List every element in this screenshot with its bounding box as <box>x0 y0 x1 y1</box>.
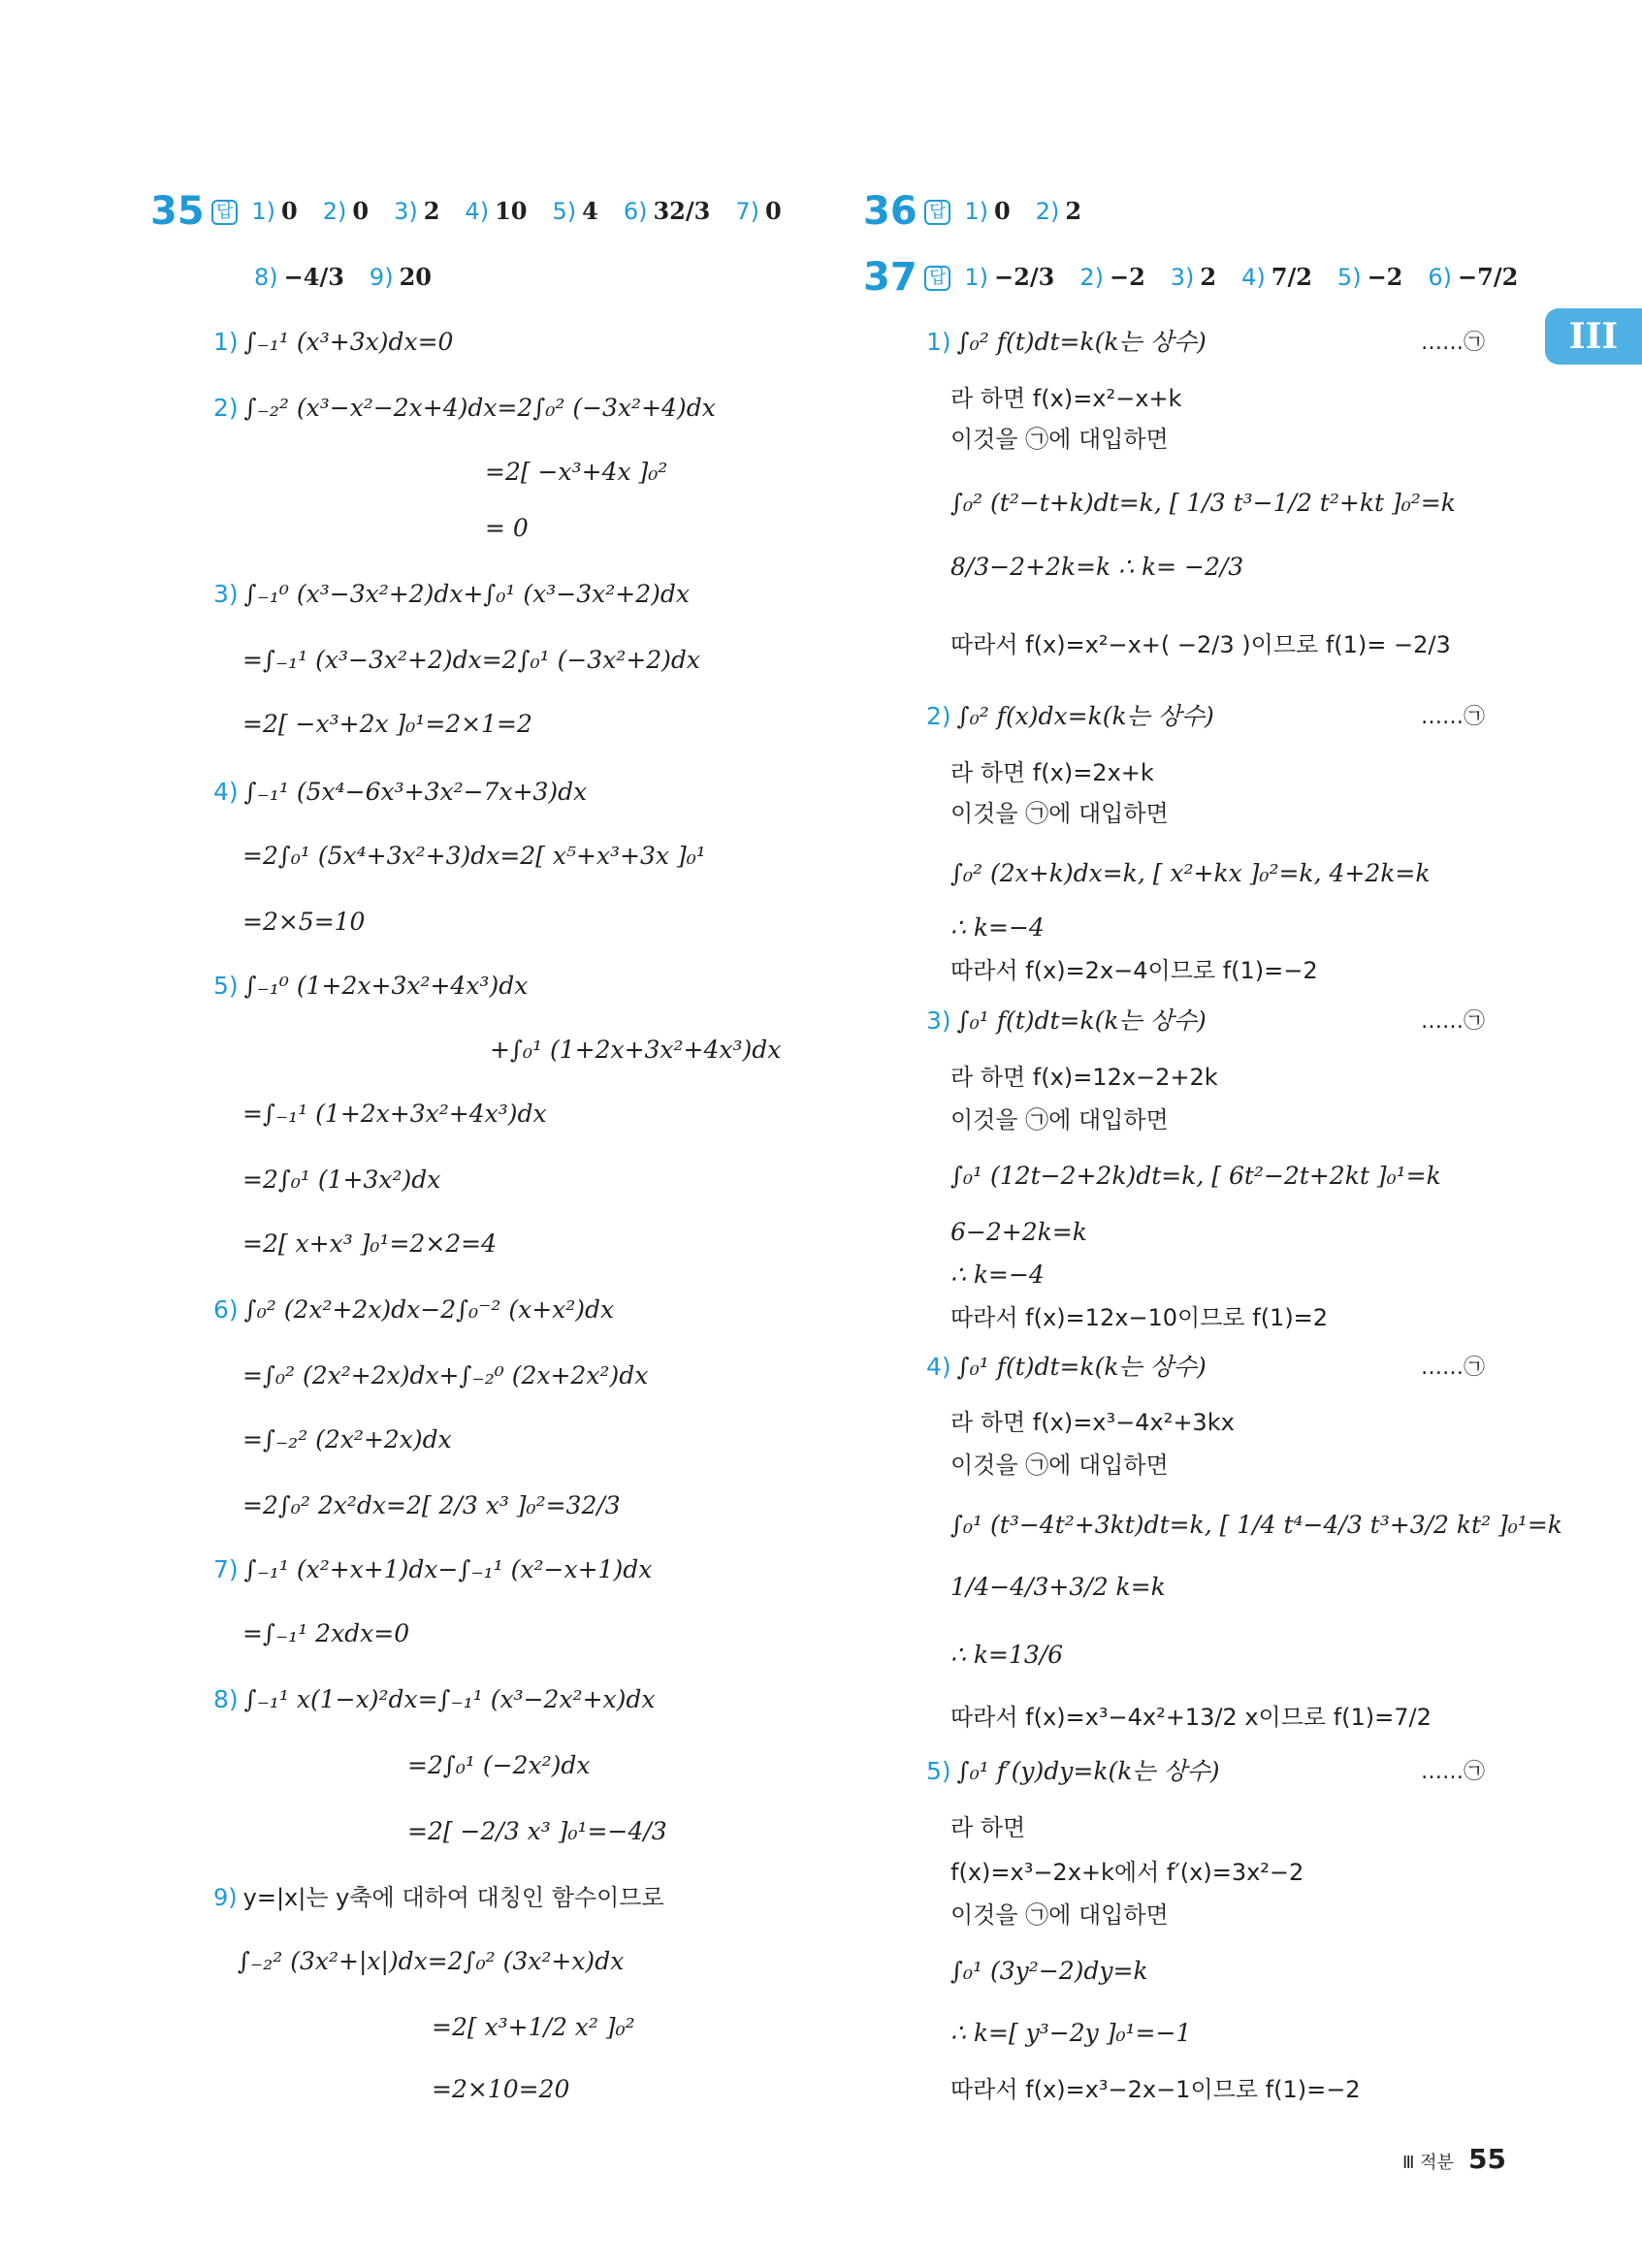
answer-value: 2 <box>1065 197 1082 225</box>
solution-line: ∫₋₂² (3x²+|x|)dx=2∫₀² (3x²+x)dx <box>238 1947 625 1975</box>
answer-item <box>1079 264 1144 291</box>
answer-value: 0 <box>994 197 1011 225</box>
answer-badge: 답 <box>924 266 950 291</box>
answer-number: 2) <box>322 198 347 225</box>
solution-line: ∴ k=[ y³−2y ]₀¹=−1 <box>950 2019 1192 2047</box>
marker-2: ……㉠ <box>1421 705 1486 729</box>
solution-line: 이것을 ㉠에 대입하면 <box>950 1901 1169 1929</box>
solution-line: 9) y=|x|는 y축에 대하여 대칭인 함수이므로 <box>213 1884 664 1911</box>
q35-answer-row-2 <box>254 256 457 299</box>
solution-line: 1) ∫₀² f(t)dt=k(k는 상수) <box>926 328 1207 356</box>
step-number: 7) <box>213 1555 239 1583</box>
solution-line: ∫₀² (2x+k)dx=k, [ x²+kx ]₀²=k, 4+2k=k <box>950 859 1431 887</box>
solution-line: =2[ x³+1/2 x² ]₀² <box>432 2013 635 2041</box>
answer-item <box>624 198 711 225</box>
solution-line: 6−2+2k=k <box>950 1218 1087 1246</box>
answer-value: 4 <box>582 197 598 225</box>
solution-line: 3) ∫₋₁⁰ (x³−3x²+2)dx+∫₀¹ (x³−3x²+2)dx <box>213 580 690 608</box>
solution-line: 따라서 f(x)=2x−4이므로 f(1)=−2 <box>950 957 1318 984</box>
solution-line: 라 하면 <box>950 1814 1026 1841</box>
q35-number: 35 <box>150 189 205 234</box>
solution-line: 따라서 f(x)=x²−x+( −2/3 )이므로 f(1)= −2/3 <box>950 631 1451 658</box>
solution-line: 1/4−4/3+3/2 k=k <box>950 1573 1166 1601</box>
answer-number: 8) <box>254 264 278 291</box>
solution-line: 3) ∫₀¹ f(t)dt=k(k는 상수) <box>926 1006 1207 1035</box>
answer-item <box>1337 264 1402 291</box>
answer-number: 9) <box>369 264 394 291</box>
answer-item <box>370 264 432 291</box>
answer-value: 7/2 <box>1271 263 1312 291</box>
answer-number: 5) <box>1336 264 1362 291</box>
answer-value: 0 <box>764 197 782 225</box>
solution-line: ∴ k=13/6 <box>950 1641 1064 1669</box>
step-number: 5) <box>926 1757 951 1785</box>
footer-chapter-label: Ⅲ 적분 <box>1402 2153 1454 2173</box>
solution-line: 5) ∫₀¹ f′(y)dy=k(k는 상수) <box>926 1757 1220 1785</box>
step-number: 1) <box>213 328 239 356</box>
q36-number: 36 <box>863 189 918 234</box>
answer-value: −7/2 <box>1458 263 1519 291</box>
answer-item <box>465 198 527 225</box>
answer-item <box>323 198 369 225</box>
solution-line: =∫₋₂² (2x²+2x)dx <box>242 1425 452 1453</box>
answer-value: −4/3 <box>283 263 344 291</box>
answer-number: 3) <box>1170 264 1195 291</box>
answer-number: 7) <box>735 198 759 225</box>
solution-line: 8) ∫₋₁¹ x(1−x)²dx=∫₋₁¹ (x³−2x²+x)dx <box>213 1685 656 1713</box>
answer-number: 2) <box>1079 264 1104 291</box>
step-number: 1) <box>926 328 951 356</box>
answer-number: 1) <box>964 264 989 291</box>
answer-value: 32/3 <box>653 197 711 225</box>
solution-line: ∫₀² (t²−t+k)dt=k, [ 1/3 t³−1/2 t²+kt ]₀²=k <box>950 489 1456 517</box>
solution-line: 6) ∫₀² (2x²+2x)dx−2∫₀⁻² (x+x²)dx <box>213 1295 615 1324</box>
answer-number: 4) <box>1241 264 1266 291</box>
answer-value: −2/3 <box>994 263 1055 291</box>
solution-line: =2∫₀¹ (5x⁴+3x²+3)dx=2[ x⁵+x³+3x ]₀¹ <box>242 842 706 870</box>
q36-answer-row <box>924 190 1107 233</box>
solution-line: =2[ x+x³ ]₀¹=2×2=4 <box>242 1230 498 1258</box>
answer-number: 2) <box>1035 198 1060 225</box>
step-number: 5) <box>213 972 239 1000</box>
step-number: 8) <box>213 1685 239 1713</box>
solution-line: =∫₋₁¹ (1+2x+3x²+4x³)dx <box>242 1100 547 1128</box>
solution-line: 4) ∫₀¹ f(t)dt=k(k는 상수) <box>926 1353 1207 1381</box>
solution-line: =2∫₀¹ (1+3x²)dx <box>242 1166 441 1194</box>
solution-line: =∫₋₁¹ (x³−3x²+2)dx=2∫₀¹ (−3x²+2)dx <box>242 646 701 674</box>
solution-line: 4) ∫₋₁¹ (5x⁴−6x³+3x²−7x+3)dx <box>213 778 588 806</box>
marker-3: ……㉠ <box>1421 1009 1486 1034</box>
solution-line: =2∫₀¹ (−2x²)dx <box>407 1751 591 1779</box>
solution-line: = 0 <box>485 514 529 542</box>
answer-value: −2 <box>1109 263 1145 291</box>
solution-line: 2) ∫₋₂² (x³−x²−2x+4)dx=2∫₀² (−3x²+4)dx <box>213 394 716 422</box>
solution-line: =2×10=20 <box>432 2075 570 2103</box>
answer-number: 6) <box>1428 264 1453 291</box>
step-number: 3) <box>213 580 239 608</box>
step-number: 9) <box>213 1884 238 1911</box>
answer-item <box>964 264 1054 291</box>
footer <box>1402 2143 1506 2175</box>
solution-line: =2[ −2/3 x³ ]₀¹=−4/3 <box>407 1817 667 1845</box>
solution-line: 라 하면 f(x)=x²−x+k <box>950 385 1182 412</box>
solution-line: 8/3−2+2k=k ∴ k= −2/3 <box>950 553 1244 581</box>
solution-line: 라 하면 f(x)=2x+k <box>950 759 1154 786</box>
answer-number: 6) <box>623 198 648 225</box>
solution-line: 따라서 f(x)=x³−2x−1이므로 f(1)=−2 <box>950 2076 1361 2103</box>
chapter-tab: III <box>1545 308 1642 365</box>
step-number: 2) <box>926 702 951 730</box>
solution-line: +∫₀¹ (1+2x+3x²+4x³)dx <box>490 1036 782 1064</box>
answer-item <box>1171 264 1216 291</box>
marker-5: ……㉠ <box>1421 1760 1486 1784</box>
marker-4: ……㉠ <box>1421 1356 1486 1380</box>
solution-line: =2[ −x³+4x ]₀² <box>485 458 668 486</box>
marker-1: ……㉠ <box>1421 331 1486 355</box>
solution-line: 이것을 ㉠에 대입하면 <box>950 800 1169 827</box>
answer-badge: 답 <box>211 200 238 225</box>
solution-line: f(x)=x³−2x+k에서 f′(x)=3x²−2 <box>950 1859 1304 1886</box>
answer-value: 0 <box>352 197 370 225</box>
solution-line: ∴ k=−4 <box>950 913 1045 942</box>
solution-line: =2×5=10 <box>242 908 366 936</box>
answer-item <box>394 198 439 225</box>
answer-item <box>251 198 297 225</box>
solution-line: =2[ −x³+2x ]₀¹=2×1=2 <box>242 710 532 738</box>
step-number: 4) <box>213 778 239 806</box>
answer-item <box>964 198 1010 225</box>
solution-line: 이것을 ㉠에 대입하면 <box>950 426 1169 453</box>
solution-line: =∫₀² (2x²+2x)dx+∫₋₂⁰ (2x+2x²)dx <box>242 1361 649 1390</box>
answer-value: 0 <box>281 197 298 225</box>
answer-item <box>1241 264 1312 291</box>
solution-line: 2) ∫₀² f(x)dx=k(k는 상수) <box>926 702 1214 730</box>
solution-line: 이것을 ㉠에 대입하면 <box>950 1106 1169 1134</box>
solution-line: ∫₀¹ (12t−2+2k)dt=k, [ 6t²−2t+2kt ]₀¹=k <box>950 1162 1441 1190</box>
solution-line: =2∫₀² 2x²dx=2[ 2/3 x³ ]₀²=32/3 <box>242 1491 621 1519</box>
answer-item <box>735 198 781 225</box>
answer-item <box>1036 198 1081 225</box>
step-number: 3) <box>926 1006 951 1035</box>
q37-number: 37 <box>863 255 918 300</box>
solution-line: ∫₀¹ (3y²−2)dy=k <box>950 1957 1148 1985</box>
solution-line: =∫₋₁¹ 2xdx=0 <box>242 1619 410 1647</box>
q37-answer-row <box>924 256 1543 299</box>
q35-answer-row <box>211 190 807 233</box>
answer-value: 20 <box>399 263 432 291</box>
answer-item <box>552 198 597 225</box>
answer-item <box>254 264 344 291</box>
solution-line: 라 하면 f(x)=12x−2+2k <box>950 1064 1218 1091</box>
solution-line: 따라서 f(x)=x³−4x²+13/2 x이므로 f(1)=7/2 <box>950 1704 1432 1731</box>
answer-badge: 답 <box>924 200 950 225</box>
solution-line: 5) ∫₋₁⁰ (1+2x+3x²+4x³)dx <box>213 972 529 1000</box>
answer-number: 5) <box>552 198 577 225</box>
answer-value: 2 <box>1200 263 1217 291</box>
solution-line: 따라서 f(x)=12x−10이므로 f(1)=2 <box>950 1304 1329 1331</box>
answer-value: 2 <box>423 197 440 225</box>
answer-number: 1) <box>251 198 276 225</box>
answer-value: −2 <box>1367 263 1403 291</box>
solution-line: 7) ∫₋₁¹ (x²+x+1)dx−∫₋₁¹ (x²−x+1)dx <box>213 1555 653 1583</box>
solution-line: 라 하면 f(x)=x³−4x²+3kx <box>950 1409 1235 1436</box>
answer-value: 10 <box>495 197 528 225</box>
answer-item <box>1428 264 1518 291</box>
step-number: 2) <box>213 394 239 422</box>
page-number: 55 <box>1468 2143 1506 2175</box>
solution-line: 이것을 ㉠에 대입하면 <box>950 1452 1169 1479</box>
step-number: 6) <box>213 1295 239 1324</box>
answer-number: 1) <box>964 198 989 225</box>
answer-number: 3) <box>394 198 418 225</box>
answer-number: 4) <box>465 198 490 225</box>
step-number: 4) <box>926 1353 951 1381</box>
solution-line: 1) ∫₋₁¹ (x³+3x)dx=0 <box>213 328 454 356</box>
solution-line: ∫₀¹ (t³−4t²+3kt)dt=k, [ 1/4 t⁴−4/3 t³+3/2 kt² ]₀¹=k <box>950 1511 1562 1539</box>
solution-line: ∴ k=−4 <box>950 1261 1045 1289</box>
